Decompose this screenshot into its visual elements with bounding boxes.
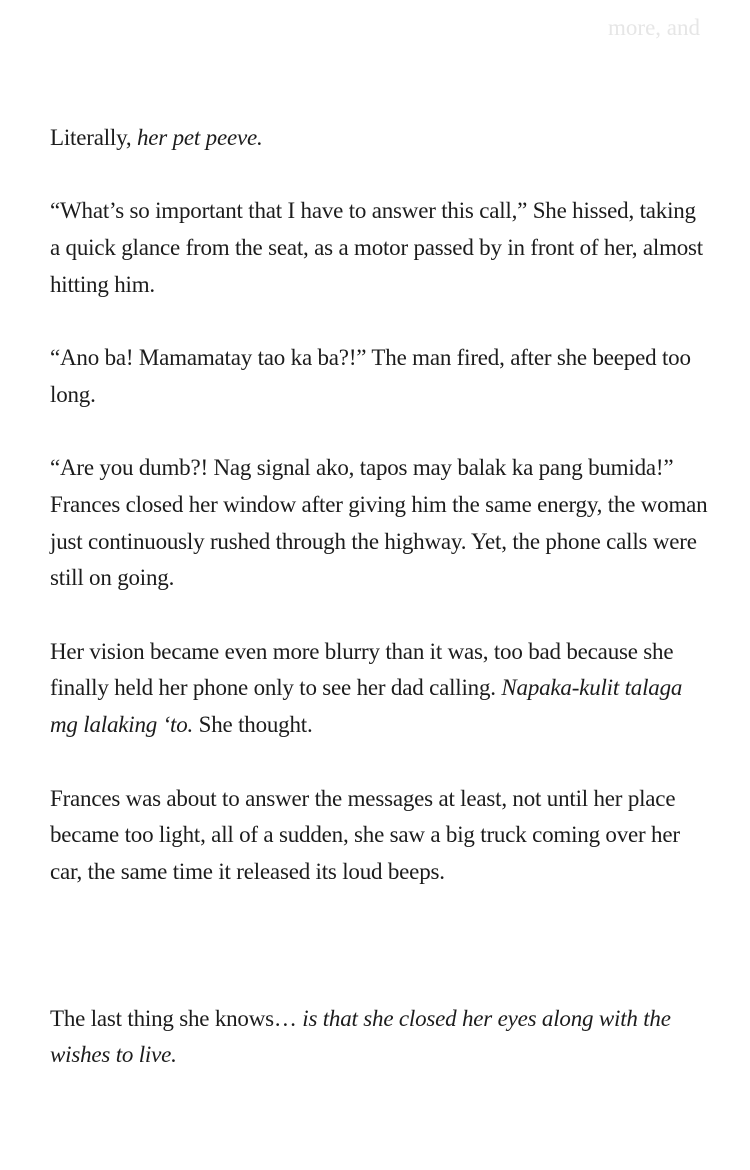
text-segment: She thought. xyxy=(193,712,313,738)
text-segment: Frances was about to answer the messages at least, not until her place became too light, all of a sudden, she saw a big truck coming over her car, the same time it released its loud beeps. xyxy=(50,785,680,884)
paragraph xyxy=(50,193,710,303)
italic-segment: Napaka-kulit talaga mg lalaking ‘to. xyxy=(50,675,683,738)
text-segment: “What’s so important that I have to answer this call,” She hissed, taking a quick glance from the seat, as a motor passed by in front of her, almost hitting him. xyxy=(50,198,703,297)
paragraph xyxy=(50,1001,710,1074)
text-segment: “Are you dumb?! Nag signal ako, tapos may balak ka pang bumida!” Frances closed her window after giving him the same energy, the woman just continuously rushed through the highway. Yet, the phone calls were still on going. xyxy=(50,455,708,591)
story-text xyxy=(50,120,710,1111)
paragraph xyxy=(50,340,710,413)
italic-segment: is that she closed her eyes along with the wishes to live. xyxy=(50,1005,671,1068)
text-segment: Literally, xyxy=(50,125,137,150)
text-segment: The last thing she knows… xyxy=(50,1005,303,1031)
paragraph xyxy=(50,120,710,157)
faded-previous-text: more, and xyxy=(608,15,700,40)
paragraph xyxy=(50,450,710,597)
text-segment: Her vision became even more blurry than it was, too bad because she finally held her phone only to see her dad calling. xyxy=(50,638,674,701)
paragraph xyxy=(50,634,710,744)
italic-segment: her pet peeve. xyxy=(137,125,263,150)
paragraph xyxy=(50,781,710,891)
text-segment: “Ano ba! Mamamatay tao ka ba?!” The man fired, after she beeped too long. xyxy=(50,345,691,407)
